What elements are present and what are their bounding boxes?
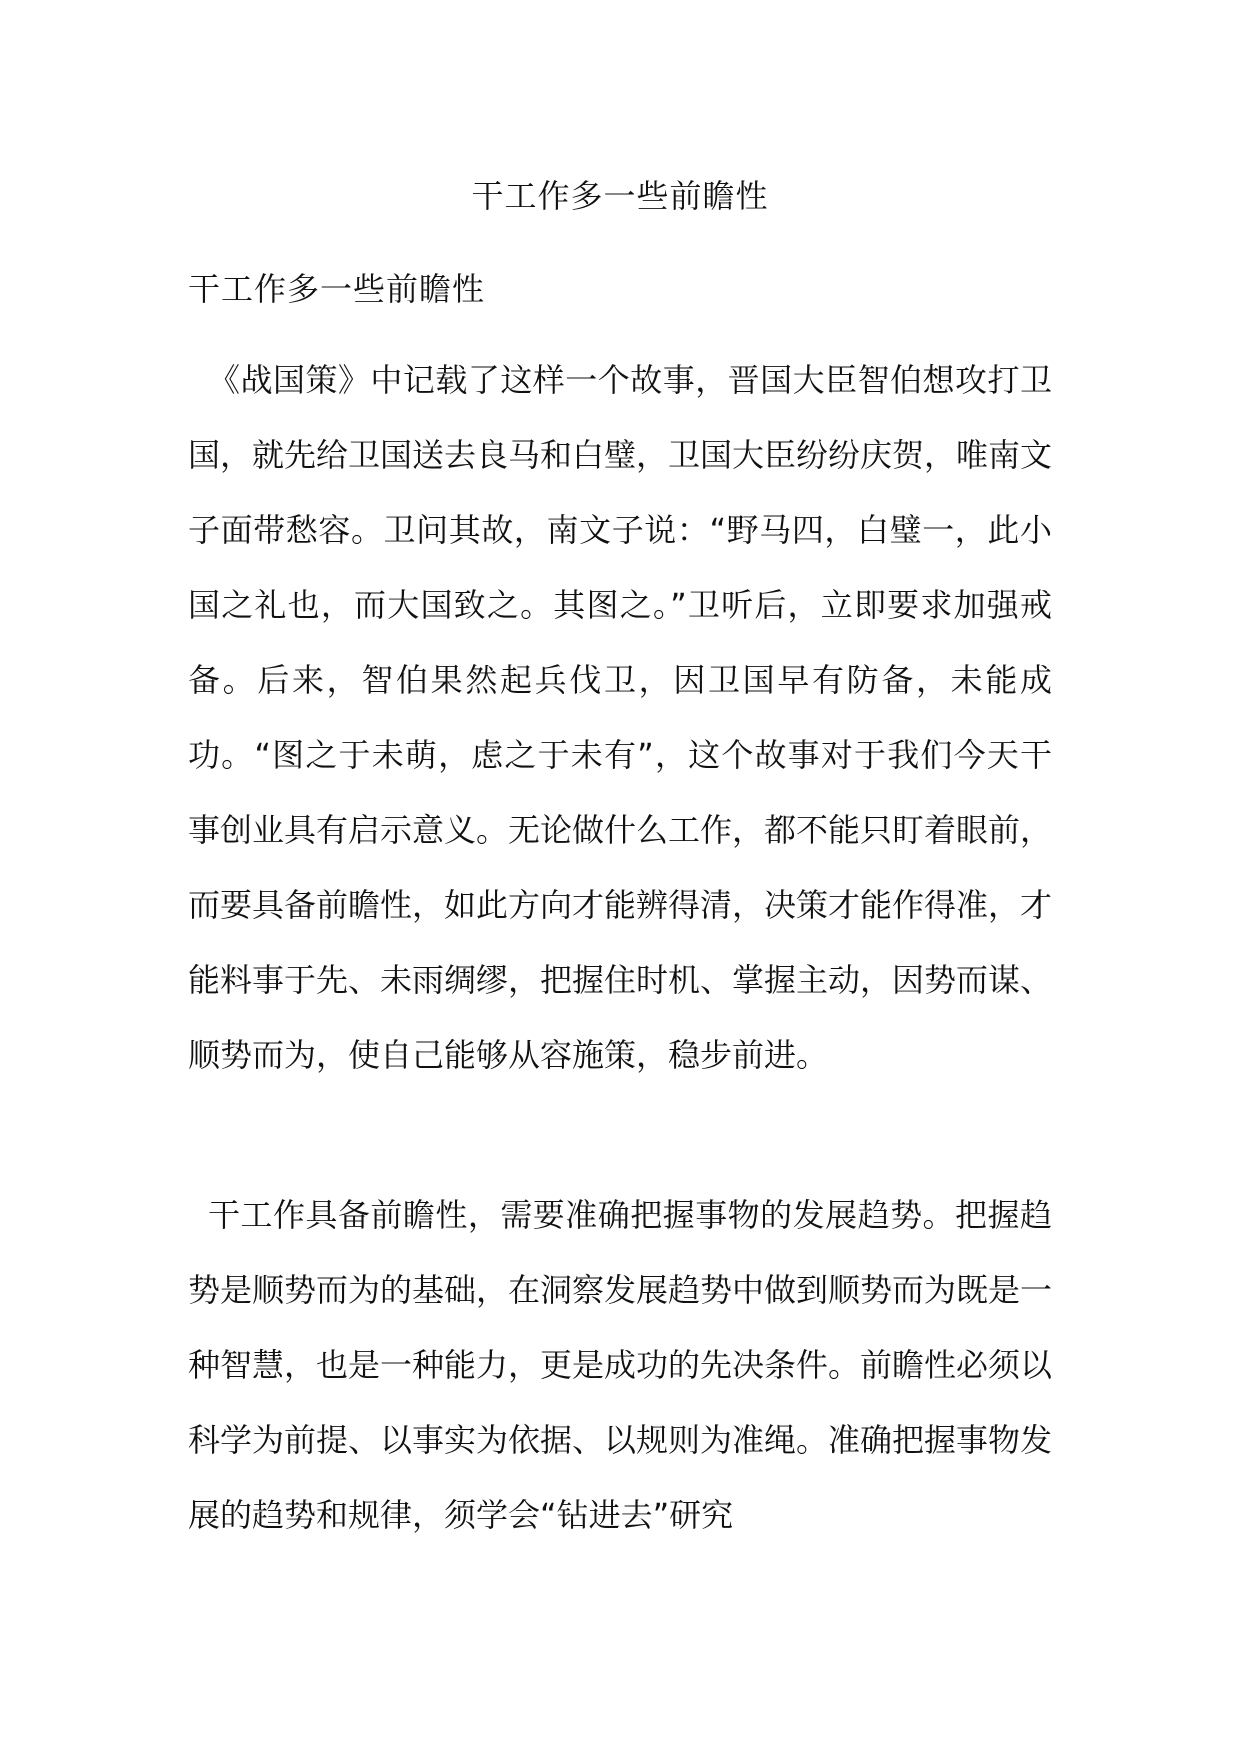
- document-subtitle: 干工作多一些前瞻性: [188, 270, 486, 308]
- paragraph: 《战国策》中记载了这样一个故事，晋国大臣智伯想攻打卫国，就先给卫国送去良马和白璧，卫国大臣纷纷庆贺，唯南文子面带愁容。卫问其故，南文子说：“野马四，白璧一，此小国之礼也，而大国致之。其图之。”卫听后，立即要求加强戒备。后来，智伯果然起兵伐卫，因卫国早有防备，未能成功。“图之于未萌，虑之于未有”，这个故事对于我们今天干事创业具有启示意义。无论做什么工作，都不能只盯着眼前，而要具备前瞻性，如此方向才能辨得清，决策才能作得准，才能料事于先、未雨绸缪，把握住时机、掌握主动，因势而谋、顺势而为，使自己能够从容施策，稳步前进。: [188, 361, 1053, 1074]
- document-title: 干工作多一些前瞻性: [471, 177, 769, 215]
- paragraph: 干工作具备前瞻性，需要准确把握事物的发展趋势。把握趋势是顺势而为的基础，在洞察发展趋势中做到顺势而为既是一种智慧，也是一种能力，更是成功的先决条件。前瞻性必须以科学为前提、以事实为依据、以规则为准绳。准确把握事物发展的趋势和规律，须学会“钻进去”研究: [188, 1196, 1053, 1534]
